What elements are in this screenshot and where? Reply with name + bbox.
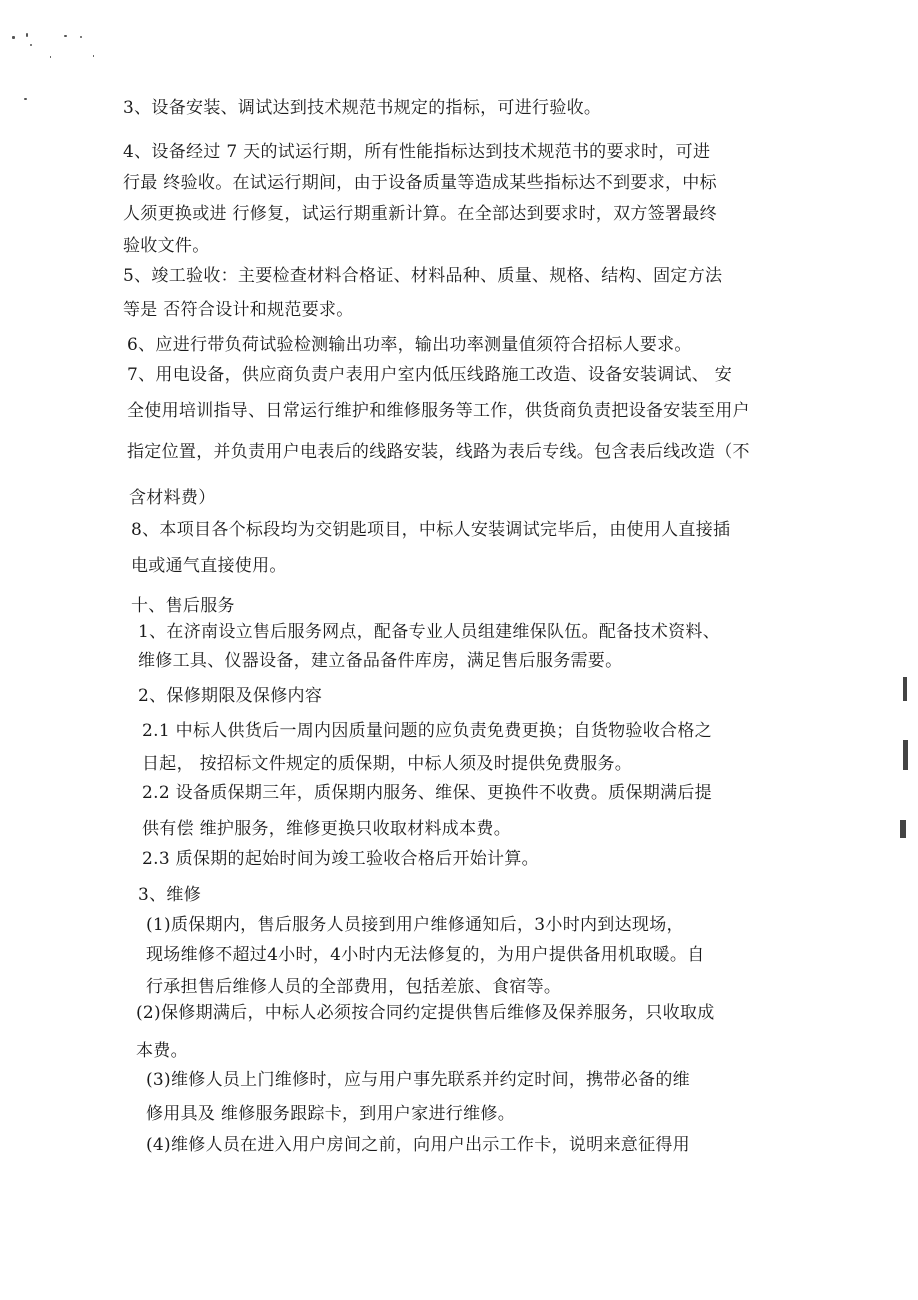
- text-line-12: 含材料费）: [129, 488, 216, 508]
- section-heading-after-sales: 十、售后服务: [131, 596, 235, 616]
- text-line-23: 2.3 质保期的起始时间为竣工验收合格后开始计算。: [142, 849, 539, 869]
- text-line-10: 全使用培训指导、日常运行维护和维修服务等工作，供货商负责把设备安装至用户: [127, 401, 750, 421]
- text-line-20: 日起， 按招标文件规定的质保期，中标人须及时提供免费服务。: [142, 754, 633, 774]
- text-line-26: 现场维修不超过4小时，4小时内无法修复的，为用户提供备用机取暖。自: [146, 945, 705, 965]
- text-line-8: 6、应进行带负荷试验检测输出功率，输出功率测量值须符合招标人要求。: [127, 335, 692, 355]
- edge-mark-3: [900, 820, 906, 838]
- text-line-21: 2.2 设备质保期三年，质保期内服务、维保、更换件不收费。质保期满后提: [142, 783, 712, 803]
- text-line-1: 3、设备安装、调试达到技术规范书规定的指标，可进行验收。: [123, 98, 602, 118]
- text-line-25: (1)质保期内，售后服务人员接到用户维修通知后，3小时内到达现场，: [146, 915, 684, 935]
- text-line-7: 等是 否符合设计和规范要求。: [123, 300, 354, 320]
- text-line-11: 指定位置，并负责用户电表后的线路安装，线路为表后专线。包含表后线改造（不: [127, 442, 750, 462]
- text-line-22: 供有偿 维护服务，维修更换只收取材料成本费。: [142, 819, 512, 839]
- text-line-14: 电或通气直接使用。: [131, 556, 287, 576]
- text-line-32: (4)维修人员在进入用户房间之前，向用户出示工作卡，说明来意征得用: [146, 1135, 690, 1155]
- text-line-6: 5、竣工验收：主要检查材料合格证、材料品种、质量、规格、结构、固定方法: [123, 266, 723, 286]
- text-line-13: 8、本项目各个标段均为交钥匙项目，中标人安装调试完毕后，由使用人直接插: [131, 520, 731, 540]
- text-line-17: 维修工具、仪器设备，建立备品备件库房，满足售后服务需要。: [138, 651, 623, 671]
- text-line-5: 验收文件。: [123, 236, 210, 256]
- text-line-9: 7、用电设备，供应商负责户表用户室内低压线路施工改造、设备安装调试、 安: [127, 365, 733, 385]
- text-line-30: (3)维修人员上门维修时，应与用户事先联系并约定时间，携带必备的维: [146, 1070, 690, 1090]
- subheading-repair: 3、维修: [138, 885, 202, 905]
- edge-mark-2: [903, 740, 908, 770]
- text-line-16: 1、在济南设立售后服务网点，配备专业人员组建维保队伍。配备技术资料、: [138, 622, 721, 642]
- text-line-31: 修用具及 维修服务跟踪卡，到用户家进行维修。: [146, 1104, 516, 1124]
- edge-mark-1: [903, 677, 907, 701]
- text-line-3: 行最 终验收。在试运行期间，由于设备质量等造成某些指标达不到要求，中标: [123, 173, 717, 193]
- text-line-2: 4、设备经过 7 天的试运行期，所有性能指标达到技术规范书的要求时，可进: [123, 142, 711, 162]
- text-line-29: 本费。: [136, 1041, 188, 1061]
- text-line-28: (2)保修期满后，中标人必须按合同约定提供售后维修及保养服务，只收取成: [136, 1003, 715, 1023]
- text-line-4: 人须更换或进 行修复，试运行期重新计算。在全部达到要求时，双方签署最终: [123, 204, 717, 224]
- text-line-19: 2.1 中标人供货后一周内因质量问题的应负责免费更换；自货物验收合格之: [142, 721, 712, 741]
- text-line-18: 2、保修期限及保修内容: [138, 686, 323, 706]
- text-line-27: 行承担售后维修人员的全部费用，包括差旅、食宿等。: [146, 977, 562, 997]
